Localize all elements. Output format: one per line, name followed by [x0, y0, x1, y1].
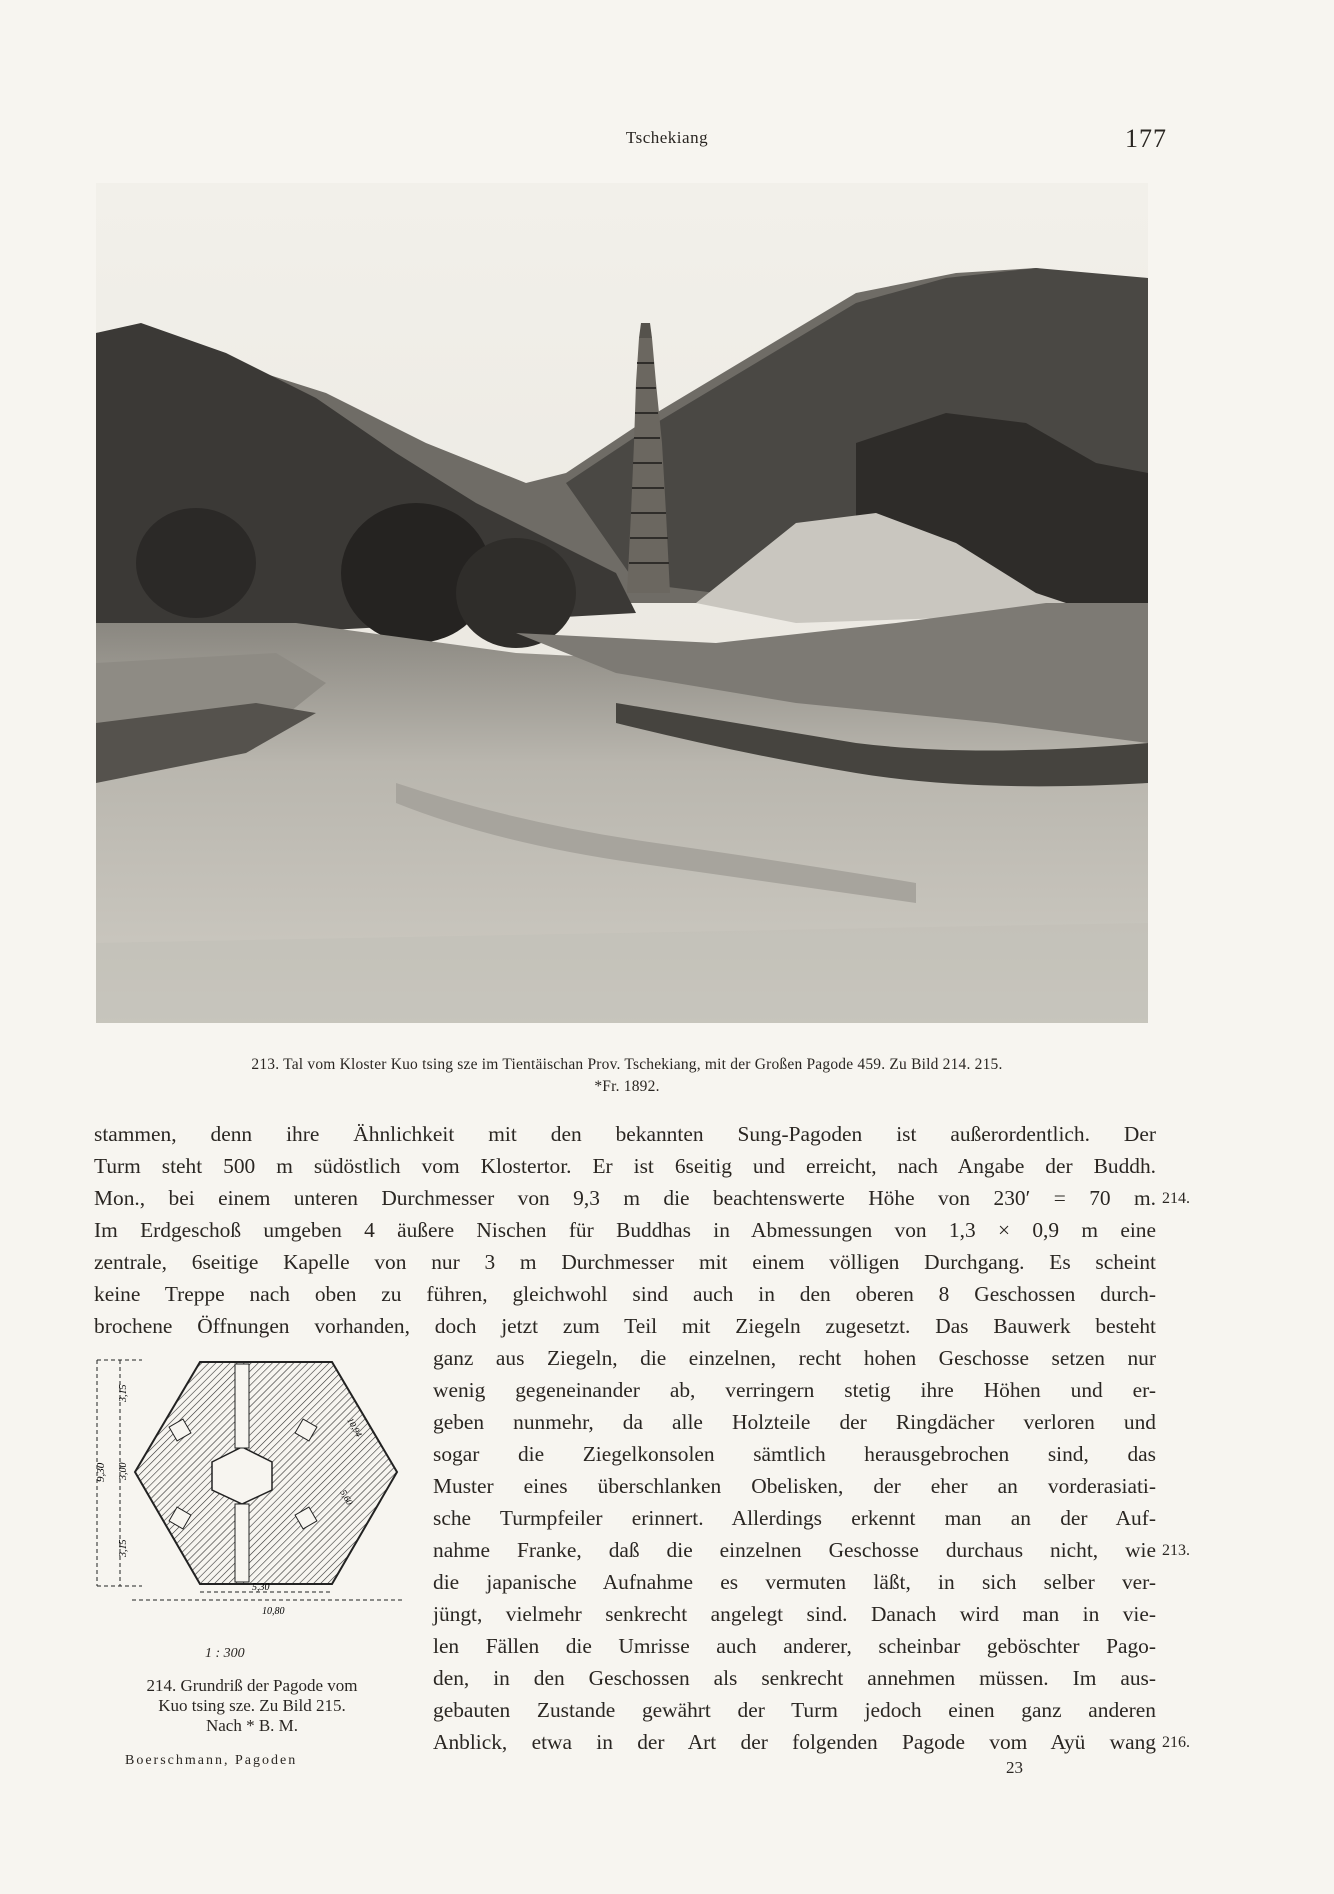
body-line: jüngt, vielmehr senkrecht angelegt sind. Danach wird man in vie-: [433, 1602, 1156, 1626]
dim-label: 10,80: [262, 1606, 285, 1617]
running-title: Tschekiang: [625, 128, 709, 147]
caption-214-line3: Nach * B. M.: [205, 1716, 299, 1735]
body-line: Muster eines überschlanken Obelisken, der eher an vorderasiati-: [433, 1474, 1156, 1498]
caption-214-line1: 214. Grundriß der Pagode vom: [146, 1676, 358, 1695]
body-line: geben nunmehr, da alle Holzteile der Ringdächer verloren und: [433, 1410, 1156, 1434]
caption-213-line2: *Fr. 1892.: [594, 1078, 660, 1095]
body-line: Anblick, etwa in der Art der folgenden Pagode vom Ayü wang: [433, 1730, 1156, 1754]
pagoda-ground-plan: [92, 1352, 412, 1632]
figure-213-caption: [94, 1054, 1160, 1098]
footer-author: Boerschmann, Pagoden: [125, 1753, 298, 1768]
figure-214-caption: [86, 1676, 418, 1736]
body-line: die japanische Aufnahme es vermuten läßt, in sich selber ver-: [433, 1570, 1156, 1594]
dim-label: 5,30: [252, 1582, 270, 1593]
dim-label: 10,94: [345, 1416, 365, 1439]
body-line: sche Turmpfeiler erinnert. Allerdings erkennt man an der Auf-: [433, 1506, 1156, 1530]
body-line: ganz aus Ziegeln, die einzelnen, recht hohen Geschosse setzen nur: [433, 1346, 1156, 1370]
dim-label: 3,00: [118, 1462, 129, 1480]
body-line: wenig gegeneinander ab, verringern stetig ihre Höhen und er-: [433, 1378, 1156, 1402]
caption-214-line2: Kuo tsing sze. Zu Bild 215.: [158, 1696, 346, 1715]
dim-label: 3,15: [118, 1384, 129, 1402]
body-line: zentrale, 6seitige Kapelle von nur 3 m Durchmesser mit einem völligen Durchgang. Es scheint: [94, 1250, 1156, 1274]
body-line: Turm steht 500 m südöstlich vom Klostertor. Er ist 6seitig und erreicht, nach Angabe der Buddh.: [94, 1154, 1156, 1178]
dim-label: 3,15: [118, 1539, 129, 1557]
body-line: keine Treppe nach oben zu führen, gleichwohl sind auch in den oberen 8 Geschossen durch-: [94, 1282, 1156, 1306]
body-line: Im Erdgeschoß umgeben 4 äußere Nischen für Buddhas in Abmessungen von 1,3 × 0,9 m eine: [94, 1218, 1156, 1242]
valley-pagoda-photograph: [96, 183, 1148, 1023]
margin-figure-ref: 213.: [1162, 1542, 1190, 1559]
body-line: gebauten Zustande gewährt der Turm jedoch einen ganz anderen: [433, 1698, 1156, 1722]
plan-scale: 1 : 300: [205, 1646, 245, 1661]
body-line: len Fällen die Umrisse auch anderer, scheinbar geböschter Pago-: [433, 1634, 1156, 1658]
body-line: stammen, denn ihre Ähnlichkeit mit den bekannten Sung-Pagoden ist außerordentlich. Der: [94, 1122, 1156, 1146]
dim-label: 9,30: [95, 1462, 107, 1482]
body-line: den, in den Geschossen als senkrecht annehmen müssen. Im aus-: [433, 1666, 1156, 1690]
caption-213-line1: 213. Tal vom Kloster Kuo tsing sze im Tientäischan Prov. Tschekiang, mit der Großen Pagode 459. Zu Bild 214. 215.: [251, 1056, 1003, 1073]
plan-drawing: [135, 1362, 397, 1584]
margin-figure-ref: 214.: [1162, 1190, 1190, 1207]
body-line: brochene Öffnungen vorhanden, doch jetzt zum Teil mit Ziegeln zugesetzt. Das Bauwerk besteht: [94, 1314, 1156, 1338]
signature-number: 23: [1006, 1758, 1023, 1777]
body-line: Mon., bei einem unteren Durchmesser von 9,3 m die beachtenswerte Höhe von 230′ = 70 m.: [94, 1186, 1156, 1210]
page-number: 177: [1125, 124, 1167, 153]
margin-figure-ref: 216.: [1162, 1734, 1190, 1751]
dim-label: 5,60: [338, 1488, 355, 1507]
body-line: sogar die Ziegelkonsolen sämtlich herausgebrochen sind, das: [433, 1442, 1156, 1466]
body-line: nahme Franke, daß die einzelnen Geschosse durchaus nicht, wie: [433, 1538, 1156, 1562]
